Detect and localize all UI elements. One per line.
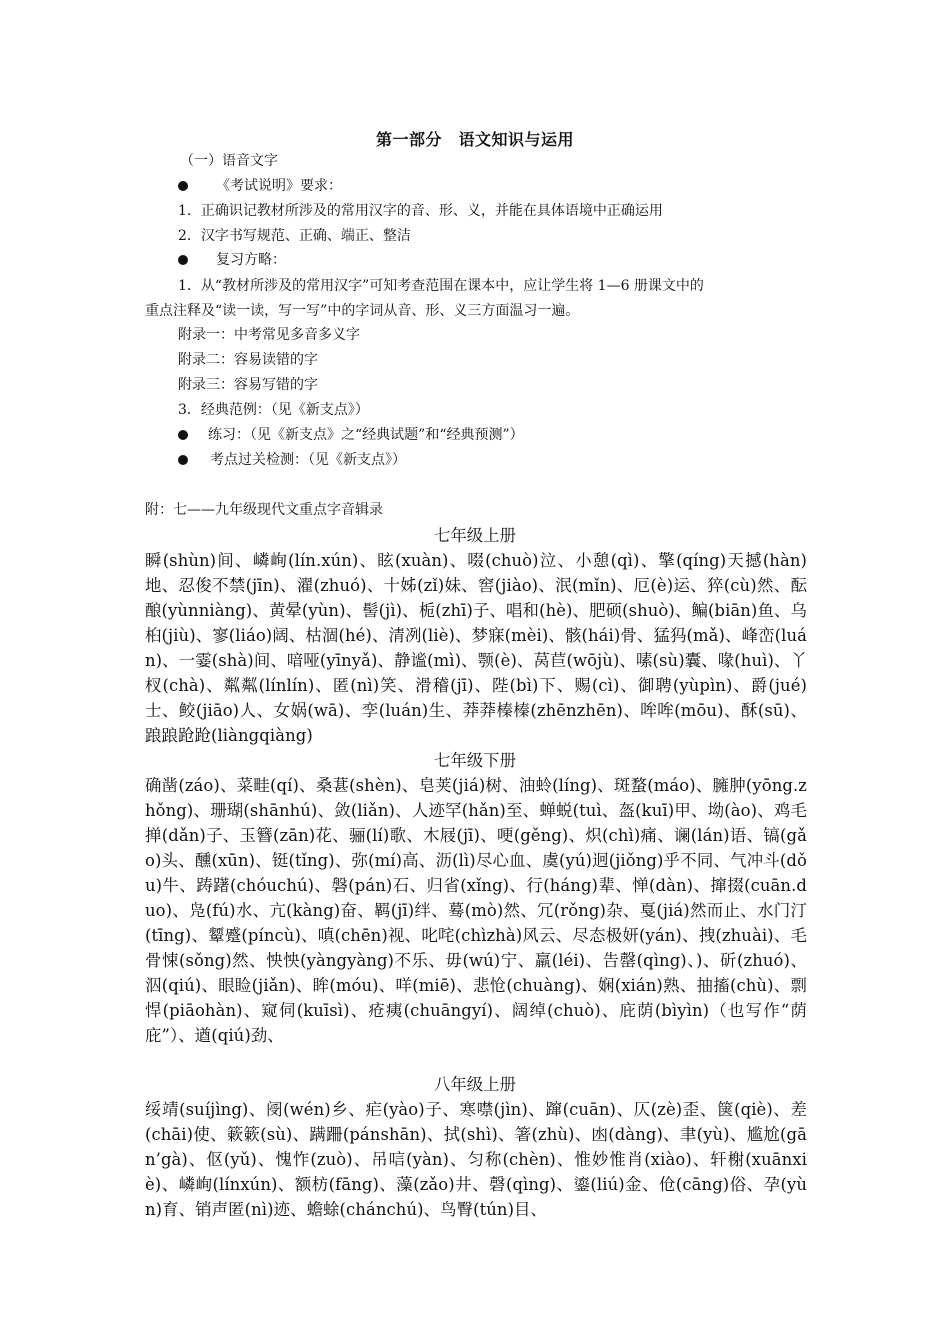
bullet-icon <box>178 430 188 440</box>
requirement-1: 1．正确识记教材所涉及的常用汉字的音、形、义，并能在具体语境中正确运用 <box>178 203 663 219</box>
appendix-1: 附录一：中考常见多音多义字 <box>178 327 360 343</box>
appendix-3: 附录三：容易写错的字 <box>178 377 318 393</box>
grade-7-vol-1-text: 瞬(shùn)间、嶙峋(lín.xún)、眩(xuàn)、啜(chuò)泣、小憩(qì)、擎(qíng)天撼(hàn)地、忍俊不禁(jīn)、濯(zhuó)、十姊(zǐ)妹、窖(jiào)、泯(mǐn)、厄(è)运、猝(cù)然、酝酿(yùnniàng)、黄晕(yùn)、髻(jì)、栀(zhī)子、唱和(hè)、肥硕(shuò)、鳊(biān)鱼、乌桕(jiù)、寥(liáo)阔、枯涸(hé)、清冽(liè)、梦寐(mèi)、骸(hái)骨、猛犸(mǎ)、峰峦(luán)、一霎(shà)间、喑哑(yīnyǎ)、静谧(mì)、颚(è)、莴苣(wōjù)、嗉(sù)囊、喙(huì)、丫杈(chà)、粼粼(línlín)、匿(nì)笑、滑稽(jī)、陛(bì)下、赐(cì)、御聘(yùpìn)、爵(jué)士、鲛(jiāo)人、女娲(wā)、孪(luán)生、莽莽榛榛(zhēnzhēn)、哞哞(mōu)、酥(sū)、踉踉跄跄(liàngqiàng) <box>145 551 807 745</box>
bullet-icon <box>178 255 188 265</box>
strategy-1-line-2: 重点注释及“读一读，写一写”中的字词从音、形、义三方面温习一遍。 <box>145 303 580 319</box>
strategy-3: 3．经典范例：（见《新支点》） <box>178 402 369 418</box>
bullet-item-practice <box>178 425 524 445</box>
bullet-text: 《考试说明》要求： <box>216 178 342 194</box>
bullet-icon <box>178 181 188 191</box>
bullet-text: 练习：（见《新支点》之“经典试题”和“经典预测”） <box>208 427 524 443</box>
grade-8-vol-1-text: 绥靖(suíjìng)、阌(wén)乡、疟(yào)子、寒噤(jìn)、蹿(cuān)、仄(zè)歪、箧(qiè)、差(chāi)使、簌簌(sù)、蹒跚(pánshān)、拭(shì)、箸(zhù)、凼(dàng)、聿(yù)、尴尬(gān’gà)、伛(yǔ)、愧怍(zuò)、吊唁(yàn)、匀称(chèn)、惟妙惟肖(xiào)、轩榭(xuānxiè)、嶙峋(línxún)、额枋(fāng)、藻(zǎo)井、磬(qìng)、鎏(liú)金、伧(cāng)俗、孕(yùn)育、销声匿(nì)迹、蟾蜍(chánchú)、鸟臀(tún)目、 <box>145 1100 807 1219</box>
bullet-text: 考点过关检测：（见《新支点》） <box>210 452 406 468</box>
section-heading: （一）语音文字 <box>180 153 278 169</box>
bullet-icon <box>178 455 188 465</box>
grade-7-vol-2-text: 确凿(záo)、菜畦(qí)、桑葚(shèn)、皂荚(jiá)树、油蛉(líng)、斑蝥(máo)、臃肿(yōng.zhǒng)、珊瑚(shānhú)、敛(liǎn)、人迹罕(hǎn)至、蝉蜕(tuì、盔(kuī)甲、坳(ào)、鸡毛掸(dǎn)子、玉簪(zān)花、骊(lí)歌、木屐(jī)、哽(gěng)、炽(chì)痛、谰(lán)语、镐(gǎo)头、醺(xūn)、铤(tǐng)、弥(mí)高、沥(lì)尽心血、虞(yú)迥(jiǒng)乎不同、气冲斗(dǒu)牛、踌躇(chóuchú)、磐(pán)石、归省(xǐng)、行(háng)辈、惮(dàn)、撺掇(cuān.duo)、凫(fú)水、亢(kàng)奋、羁(jī)绊、蓦(mò)然、冗(rǒng)杂、戛(jiá)然而止、水门汀(tīng)、颦蹙(píncù)、嗔(chēn)视、叱咤(chìzhà)风云、尽态极妍(yán)、拽(zhuài)、毛骨悚(sǒng)然、怏怏(yàngyàng)不乐、毋(wú)宁、羸(léi)、告罄(qìng)、)、斫(zhuó)、泅(qiú)、眼睑(jiǎn)、眸(móu)、咩(miē)、悲怆(chuàng)、娴(xián)熟、抽搐(chù)、剽悍(piāohàn)、窥伺(kuīsì)、疮痍(chuāngyí)、阔绰(chuò)、庇荫(bìyìn)（也写作“荫庇”）、遒(qiú)劲、 <box>145 776 807 1045</box>
grade-8-vol-1-heading: 八年级上册 <box>434 1075 516 1094</box>
bullet-item-checkpoint-test <box>178 450 406 470</box>
bullet-item-review-strategy <box>178 250 286 270</box>
page-title: 第一部分 语文知识与运用 <box>375 130 574 149</box>
requirement-2: 2．汉字书写规范、正确、端正、整洁 <box>178 228 411 244</box>
appendix-heading: 附：七——九年级现代文重点字音辑录 <box>145 502 383 518</box>
appendix-2: 附录二：容易读错的字 <box>178 352 318 368</box>
grade-7-vol-2-heading: 七年级下册 <box>434 751 516 770</box>
grade-7-vol-1-heading: 七年级上册 <box>434 526 516 545</box>
strategy-1-line-1: 1．从“教材所涉及的常用汉字”可知考查范围在课本中，应让学生将 1—6 册课文中的 <box>178 278 704 294</box>
bullet-text: 复习方略： <box>216 252 286 268</box>
bullet-item-exam-requirements <box>178 176 342 196</box>
